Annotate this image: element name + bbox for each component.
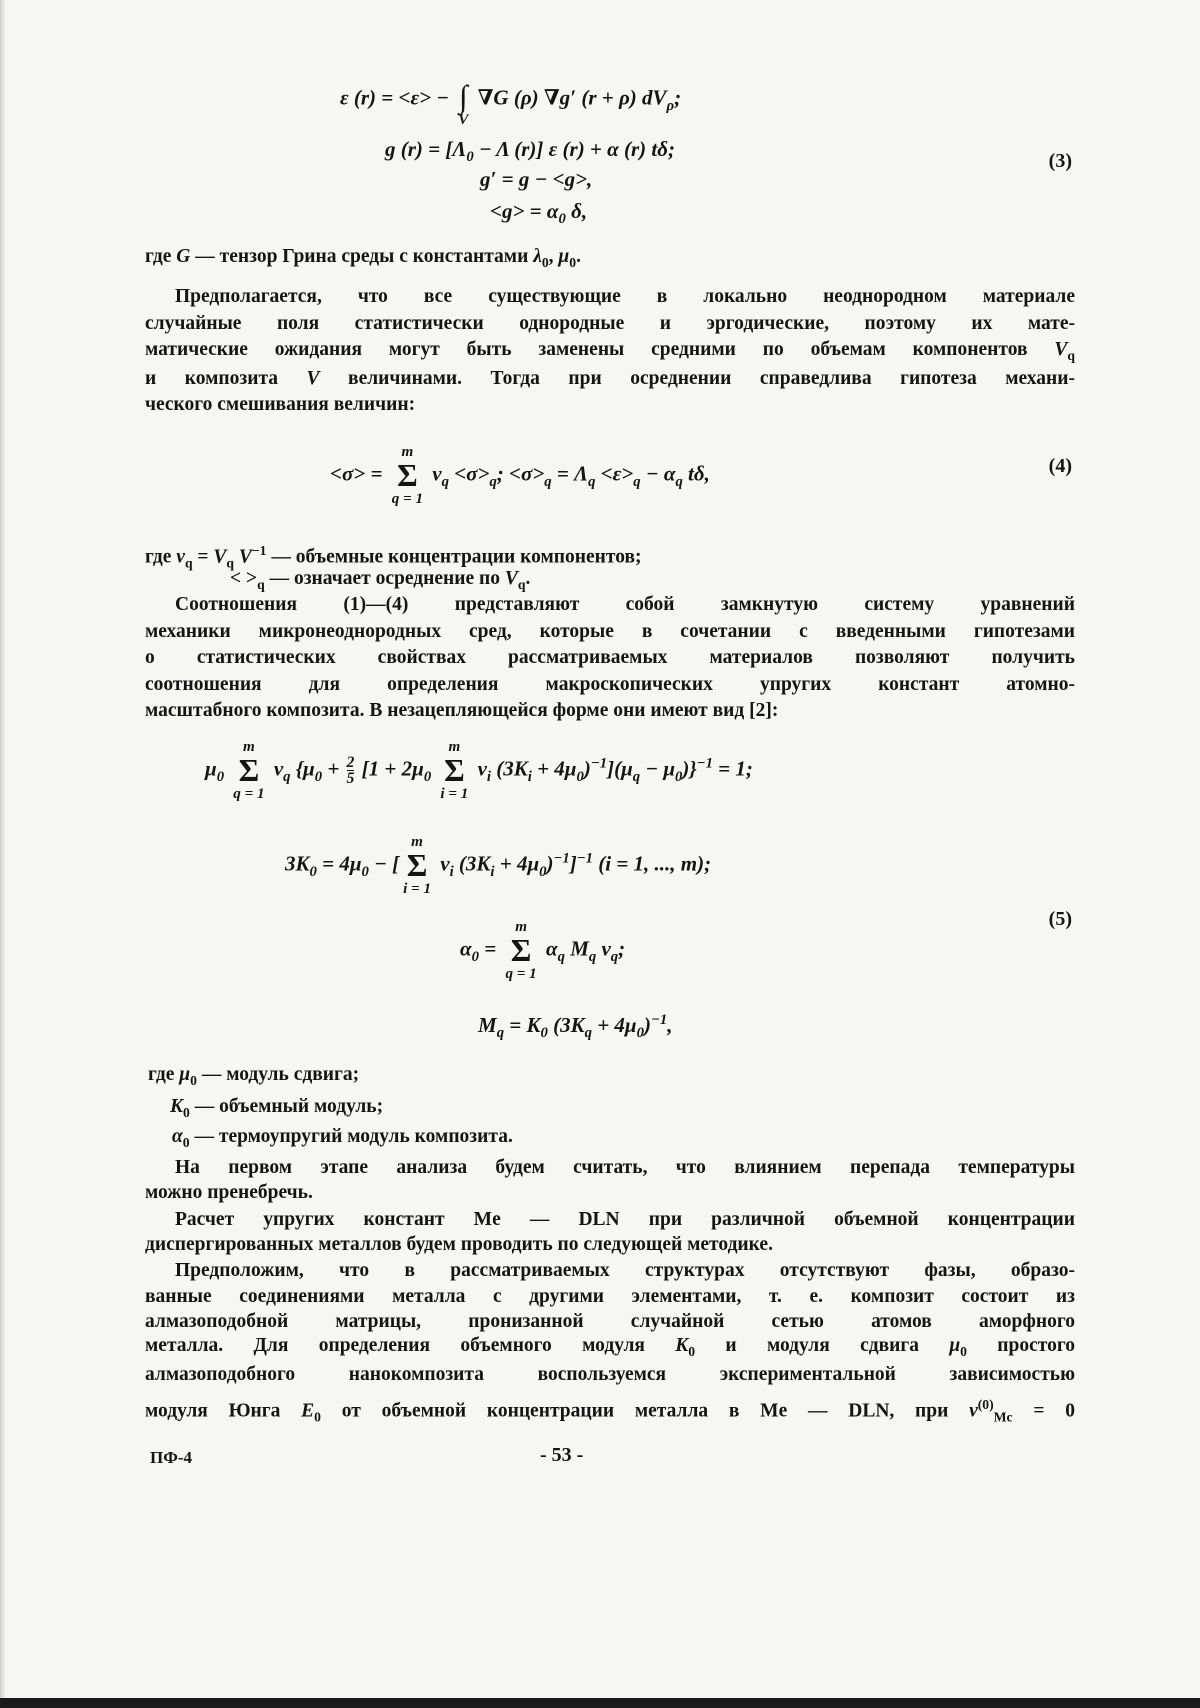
definition-line: $\alpha_0$ — термоупругий модуль композита. [172,1126,513,1150]
paragraph-line: алмазоподобного нанокомпозита воспользуемся экспериментальной зависимостью [145,1364,1075,1385]
equation-number-5: (5) [1048,908,1072,930]
equation-number-4: (4) [1048,455,1072,477]
equation-3-line-1: ε (r) = <ε> − ∫ V ∇G (ρ) ∇g′ (r + ρ) $dV_\rho$; [340,79,682,128]
equation-5-line-1: $\mu_0$ m Σ q = 1 $v_q$ {$\mu_0$ + $\frac{2}{5}$ [$1 + 2\mu_0$ m Σ i = 1 $v_i$ $(3K_i + 4\mu_0)^{-1}](\mu_q - \mu_0)\}^{-1} = 1$; [205,739,753,802]
equation-5-line-3: $\alpha_0$ = m Σ q = 1 $\alpha_q$ $M_q$ $v_q$; [460,919,626,982]
page-number: - 53 - [540,1444,584,1466]
paragraph-line: механики микронеоднородных сред, которые в сочетании с введенными гипотезами [145,621,1075,642]
paragraph-line: масштабного композита. В незацепляющейся форме они имеют вид [2]: [145,700,779,721]
paragraph-line: соотношения для определения макроскопических упругих констант атомно- [145,674,1075,695]
scan-edge [0,0,6,1708]
equation-3-line-2: g $(r) = [\Lambda_0 - \Lambda$ (r)] ε (r) + α (r) tδ; [385,137,676,166]
definition-line: где $\mu_0$ — модуль сдвига; [148,1064,360,1088]
text-green-tensor: где G — тензор Грина среды с константами $\lambda_0$, $\mu_0$. [145,246,581,270]
definition-line: где $v_q = V_q$ $V^{-1}$ — объемные концентрации компонентов; [145,543,642,571]
paragraph-line: и композита V величинами. Тогда при осреднении справедлива гипотеза механи- [145,368,1075,389]
equation-5-line-2: $3K_0 = 4\mu_0$ − [ m Σ i = 1 $v_i$ $(3K_i + 4\mu_0)^{-1}]^{-1}$ (i = 1, ..., m); [285,834,712,897]
paragraph-line: Соотношения (1)—(4) представляют собой замкнутую систему уравнений [175,594,1075,615]
paragraph-line: можно пренебречь. [145,1182,313,1203]
equation-number-3: (3) [1048,150,1072,172]
definition-line: < $>_q$ — означает осреднение по $V_q$. [230,568,531,592]
scan-bottom-edge [0,1698,1200,1708]
paragraph-line: ческого смешивания величин: [145,394,416,415]
paragraph-line: Предполагается, что все существующие в локально неоднородном материале [175,286,1075,307]
definition-line: $K_0$ — объемный модуль; [170,1096,384,1120]
paragraph-line: металла. Для определения объемного модуля $K_0$ и модуля сдвига $\mu_0$ простого [145,1335,1075,1359]
paragraph-line: ванные соединениями металла с другими элементами, т. е. композит состоит из [145,1286,1075,1307]
equation-3-line-4: $<g> = \alpha_0$ δ, [490,199,588,228]
equation-5-line-4: $M_q = K_0$ $(3K_q + 4\mu_0)^{-1}$, [478,1012,673,1042]
paragraph-line: алмазоподобной матрицы, пронизанной случайной сетью атомов аморфного [145,1311,1075,1332]
paragraph-line: модуля Юнга $E_0$ от объемной концентрации металла в Me — DLN, при $v^{(0)}_{Mc} = 0$ [145,1397,1075,1425]
paragraph-line: Расчет упругих констант Me — DLN при различной объемной концентрации [175,1209,1075,1230]
paragraph-line: матические ожидания могут быть заменены средними по объемам компонентов $V_q$ [145,339,1075,363]
equation-4: <σ> = m Σ q = 1 $v_q <\sigma>_q$; $<\sigma>_q = \Lambda_q <\varepsilon>_q - \alpha_q$ tδ, [330,444,710,507]
paragraph-line: диспергированных металлов будем проводить по следующей методике. [145,1234,773,1255]
paragraph-line: Предположим, что в рассматриваемых структурах отсутствуют фазы, образо- [175,1260,1075,1281]
paragraph-line: случайные поля статистически однородные и эргодические, поэтому их мате- [145,313,1075,334]
paragraph-line: На первом этапе анализа будем считать, что влиянием перепада температуры [175,1157,1075,1178]
footer-code: ПФ-4 [150,1448,192,1467]
equation-3-line-3: g′ = g − <g>, [480,167,593,191]
paragraph-line: о статистических свойствах рассматриваемых материалов позволяют получить [145,647,1075,668]
